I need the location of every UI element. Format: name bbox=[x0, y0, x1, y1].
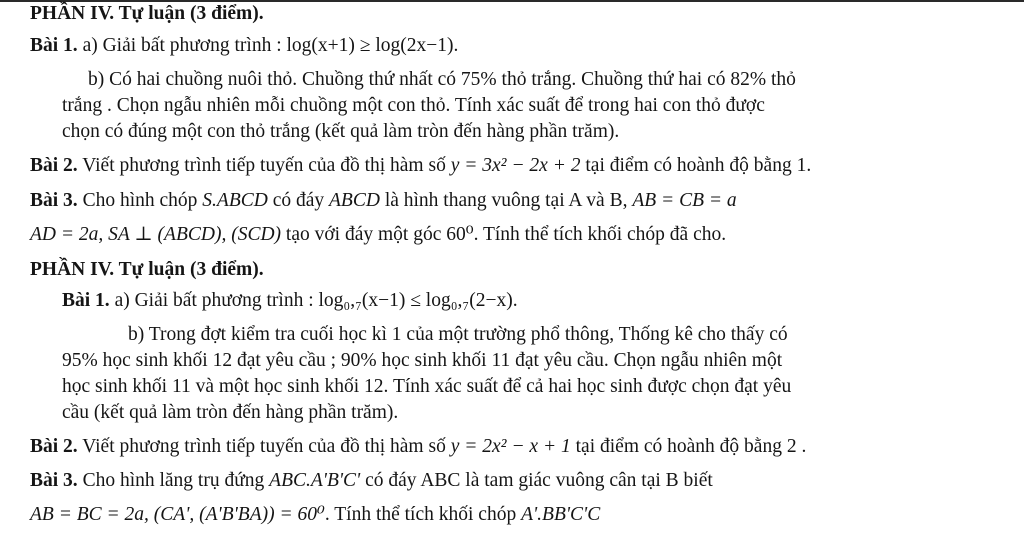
s1-bai3-text3: là hình thang vuông tại A và B, bbox=[379, 190, 633, 211]
s1-bai3-l2-t1: tạo với đáy một góc bbox=[281, 224, 447, 245]
s2-bai3-m1: ABC.A'B'C' bbox=[269, 470, 361, 491]
s1-bai2 bbox=[30, 153, 811, 179]
s2-bai1-a-math: log₀,₇(x−1) ≤ log₀,₇(2−x) bbox=[318, 290, 513, 311]
s2-bai2-math: y = 2x² − x + 1 bbox=[450, 436, 571, 457]
section1-heading: PHẦN IV. Tự luận (3 điểm). bbox=[30, 3, 264, 24]
s2-bai1-b-line3: học sinh khối 11 và một học sinh khối 12. Tính xác suất để cả hai học sinh được chọn đạt yêu bbox=[62, 376, 792, 397]
s2-bai3-line2 bbox=[30, 502, 600, 528]
s1-bai1-a-math: log(x+1) ≥ log(2x−1) bbox=[286, 35, 454, 56]
s1-bai1-b-line3: chọn có đúng một con thỏ trắng (kết quả làm tròn đến hàng phần trăm). bbox=[62, 121, 620, 142]
s1-bai2-text2: tại điểm có hoành độ bằng 1. bbox=[580, 155, 812, 176]
s2-bai3-text2: có đáy ABC là tam giác vuông cân tại B biết bbox=[360, 470, 713, 491]
s1-bai2-text1: Viết phương trình tiếp tuyến của đồ thị hàm số bbox=[77, 155, 451, 176]
s1-bai3-text2: có đáy bbox=[267, 190, 330, 211]
s1-bai1-a-text: a) Giải bất phương trình : bbox=[77, 35, 287, 56]
s1-bai1-a bbox=[30, 33, 458, 59]
s1-bai3-l2-m1: AD = 2a, SA ⊥ (ABCD), (SCD) bbox=[30, 224, 282, 245]
s1-bai1-b-line2: trắng . Chọn ngẫu nhiên mỗi chuồng một con thỏ. Tính xác suất để trong hai con thỏ được bbox=[62, 95, 765, 116]
s1-bai3-l2-t2: . Tính thể tích khối chóp đã cho. bbox=[473, 224, 727, 245]
s2-bai1-a-text: a) Giải bất phương trình : bbox=[109, 290, 319, 311]
s2-bai2-label: Bài 2. bbox=[30, 436, 78, 457]
s1-bai3-m1: S.ABCD bbox=[202, 190, 268, 211]
s2-bai2-text1: Viết phương trình tiếp tuyến của đồ thị hàm số bbox=[77, 436, 451, 457]
s1-bai1-b-line1: b) Có hai chuồng nuôi thỏ. Chuồng thứ nhất có 75% thỏ trắng. Chuồng thứ hai có 82% thỏ bbox=[88, 69, 796, 90]
s1-bai3-m3: AB = CB = a bbox=[632, 190, 737, 211]
s1-bai3-label: Bài 3. bbox=[30, 190, 78, 211]
s1-bai3-l2-m2: 60⁰ bbox=[446, 224, 474, 245]
s2-bai1-a-end: . bbox=[512, 290, 518, 311]
s2-bai1-a bbox=[62, 288, 518, 314]
s1-bai2-label: Bài 2. bbox=[30, 155, 78, 176]
s2-bai2-text2: tại điểm có hoành độ bằng 2 . bbox=[570, 436, 807, 457]
s2-bai3-l2-t1: . Tính thể tích khối chóp bbox=[324, 504, 522, 525]
s2-bai3-text1: Cho hình lăng trụ đứng bbox=[77, 470, 270, 491]
s2-bai2 bbox=[30, 434, 806, 460]
s1-bai2-math: y = 3x² − 2x + 2 bbox=[450, 155, 581, 176]
s1-bai1-label: Bài 1. bbox=[30, 35, 78, 56]
s1-bai1-a-end: . bbox=[453, 35, 459, 56]
s2-bai3-l2-m2: A'.BB'C'C bbox=[521, 504, 601, 525]
s1-bai3-line2 bbox=[30, 222, 726, 248]
s2-bai1-b-line2: 95% học sinh khối 12 đạt yêu cầu ; 90% học sinh khối 11 đạt yêu cầu. Chọn ngẫu nhiên một bbox=[62, 350, 783, 371]
s2-bai3-l2-m1: AB = BC = 2a, (CA', (A'B'BA)) = 60⁰ bbox=[30, 504, 325, 525]
s2-bai1-label: Bài 1. bbox=[62, 290, 110, 311]
s1-bai3-line1 bbox=[30, 188, 737, 214]
section2-heading: PHẦN IV. Tự luận (3 điểm). bbox=[30, 259, 264, 280]
s2-bai1-b-line4: cầu (kết quả làm tròn đến hàng phần trăm). bbox=[62, 402, 399, 423]
s1-bai3-m2: ABCD bbox=[329, 190, 380, 211]
s1-bai3-text1: Cho hình chóp bbox=[77, 190, 203, 211]
s2-bai1-b-line1: b) Trong đợt kiểm tra cuối học kì 1 của một trường phổ thông, Thống kê cho thấy có bbox=[128, 324, 788, 345]
s2-bai3-label: Bài 3. bbox=[30, 470, 78, 491]
s2-bai3-line1 bbox=[30, 468, 713, 494]
